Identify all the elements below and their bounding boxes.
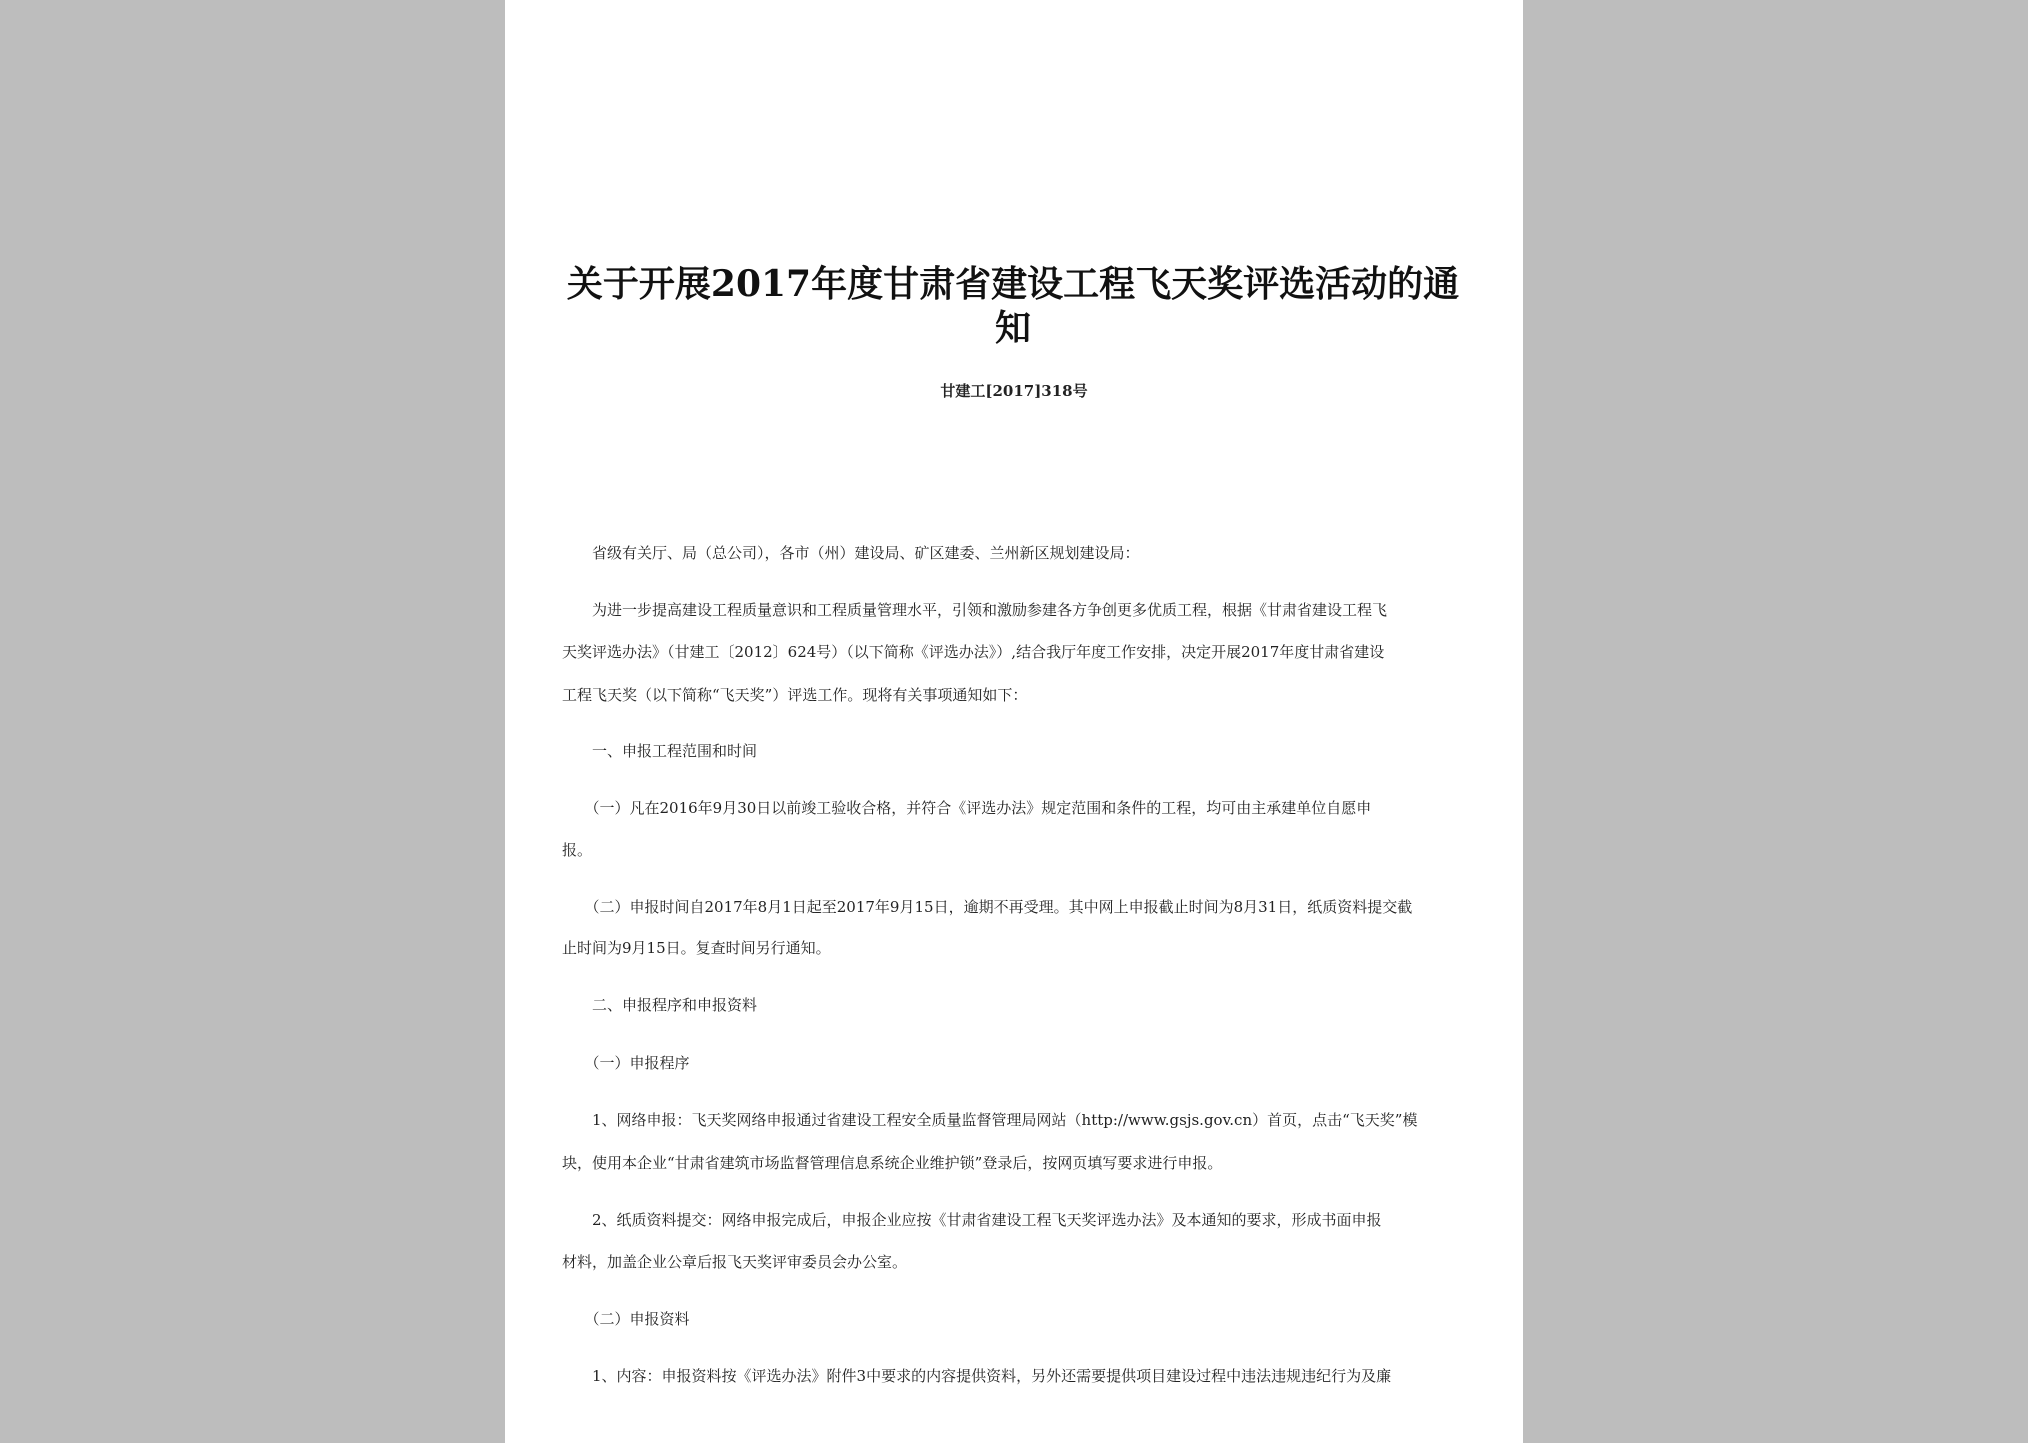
paragraph-line: 止时间为9月15日。复查时间另行通知。: [562, 939, 831, 957]
paragraph-line: 2、纸质资料提交：网络申报完成后，申报企业应按《甘肃省建设工程飞天奖评选办法》及本通知的要求，形成书面申报: [562, 1211, 1382, 1229]
paragraph-line: 省级有关厅、局（总公司），各市（州）建设局、矿区建委、兰州新区规划建设局：: [562, 544, 1140, 562]
paragraph-line: 1、内容：申报资料按《评选办法》附件3中要求的内容提供资料，另外还需要提供项目建设过程中违法违规违纪行为及廉: [562, 1367, 1392, 1385]
paragraph-line: 为进一步提高建设工程质量意识和工程质量管理水平，引领和激励参建各方争创更多优质工程，根据《甘肃省建设工程飞: [562, 601, 1388, 619]
paragraph-line: 报。: [562, 841, 593, 859]
paragraph-line: （二）申报时间自2017年8月1日起至2017年9月15日，逾期不再受理。其中网上申报截止时间为8月31日，纸质资料提交截: [562, 898, 1413, 916]
document-number: 甘建工[2017]318号: [940, 382, 1088, 400]
paragraph-line: 材料，加盖企业公章后报飞天奖评审委员会办公室。: [562, 1253, 908, 1271]
paragraph-line: （一）凡在2016年9月30日以前竣工验收合格，并符合《评选办法》规定范围和条件的工程，均可由主承建单位自愿申: [562, 799, 1372, 817]
paragraph-line: 工程飞天奖（以下简称“飞天奖”）评选工作。现将有关事项通知如下：: [562, 686, 1028, 704]
paragraph-line: 天奖评选办法》（甘建工〔2012〕624号）（以下简称《评选办法》）,结合我厅年度工作安排，决定开展2017年度甘肃省建设: [562, 643, 1385, 661]
subsection-heading: （一）申报程序: [562, 1054, 690, 1072]
document-title: 关于开展2017年度甘肃省建设工程飞天奖评选活动的通知: [566, 263, 1460, 349]
paragraph-line: 块，使用本企业“甘肃省建筑市场监督管理信息系统企业维护锁”登录后，按网页填写要求进行申报。: [562, 1154, 1223, 1172]
subsection-heading: （二）申报资料: [562, 1310, 690, 1328]
section-heading: 二、申报程序和申报资料: [562, 996, 758, 1014]
section-heading: 一、申报工程范围和时间: [562, 742, 758, 760]
paragraph-line: 1、网络申报：飞天奖网络申报通过省建设工程安全质量监督管理局网站（http://www.gsjs.gov.cn）首页，点击“飞天奖”模: [562, 1111, 1418, 1129]
document-page: [505, 0, 1523, 1443]
